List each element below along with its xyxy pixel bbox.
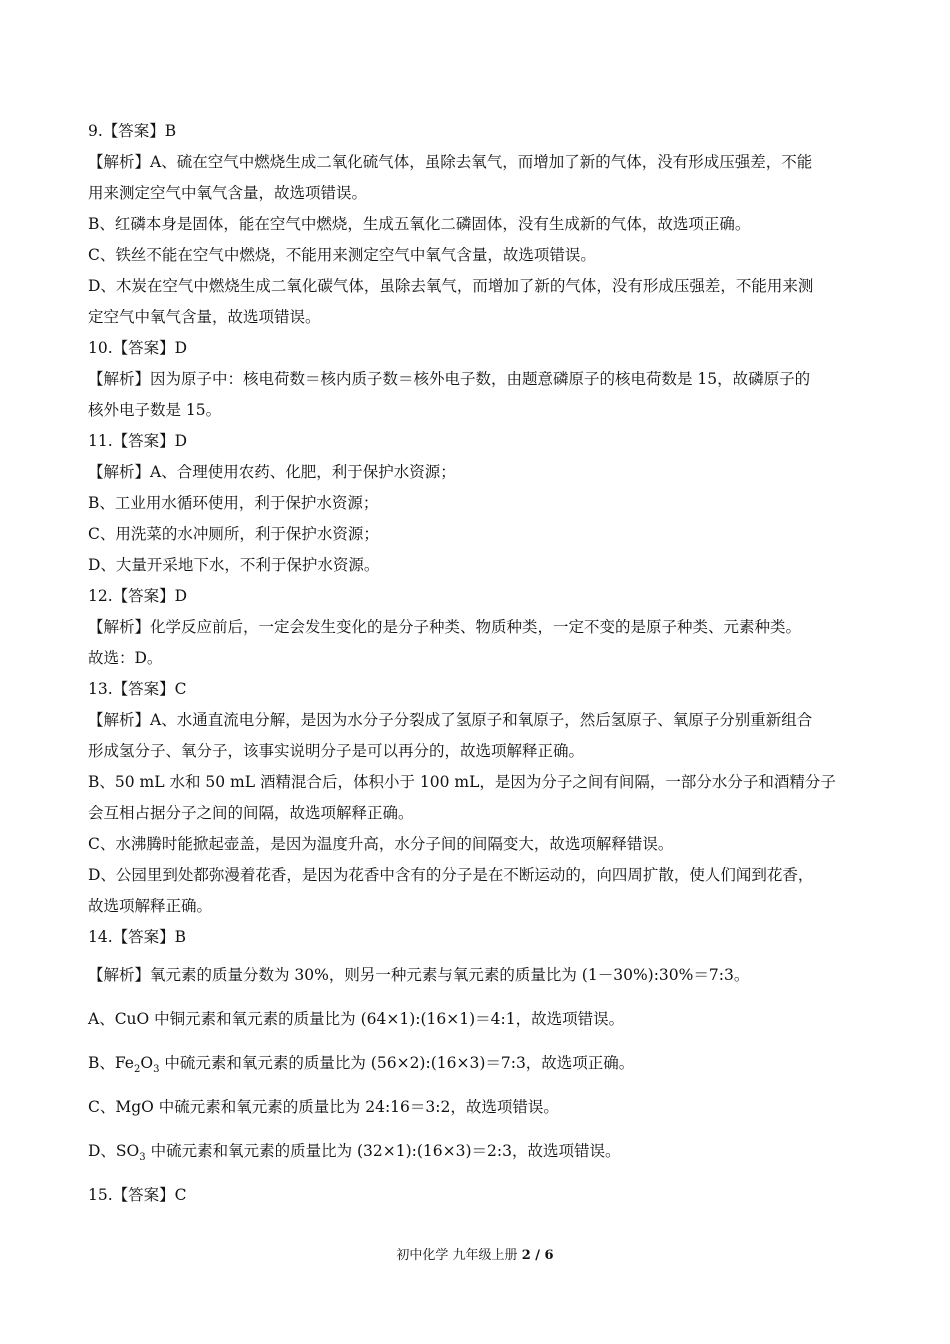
page-footer (0, 1244, 950, 1263)
explanation-text: B、50 mL 水和 50 mL 酒精混合后，体积小于 100 mL，是因为分子之间有间隔，一部分水分子和酒精分子 (88, 773, 836, 791)
answer-heading: 10.【答案】D (88, 339, 188, 357)
formula-text: B、Fe (88, 1054, 134, 1072)
explanation-text: B、工业用水循环使用，利于保护水资源； (88, 494, 379, 512)
explanation-text: 故选：D。 (88, 649, 163, 667)
explanation-text: 核外电子数是 15。 (88, 401, 222, 419)
formula-line: 【解析】氧元素的质量分数为 30%，则另一种元素与氧元素的质量比为 (1－30%):30%＝7:3。 (88, 966, 750, 984)
explanation-text: 会互相占据分子之间的间隔，故选项解释正确。 (88, 804, 414, 822)
answer-heading: 14.【答案】B (88, 928, 187, 946)
document-body (88, 116, 866, 1217)
explanation-text: C、铁丝不能在空气中燃烧，不能用来测定空气中氧气含量，故选项错误。 (88, 246, 596, 264)
answer-heading: 13.【答案】C (88, 680, 187, 698)
formula-text: D、SO (88, 1142, 140, 1160)
answer-heading: 12.【答案】D (88, 587, 188, 605)
answer-heading: 9.【答案】B (88, 122, 177, 140)
formula-line (88, 1041, 866, 1085)
explanation-text: D、木炭在空气中燃烧生成二氧化碳气体，虽除去氧气，而增加了新的气体，没有形成压强差，不能用来测 (88, 277, 814, 295)
formula-text: 中硫元素和氧元素的质量比为 (32×1):(16×3)＝2:3，故选项错误。 (145, 1142, 621, 1160)
footer-title: 初中化学 九年级上册 (396, 1248, 522, 1263)
answer-heading: 11.【答案】D (88, 432, 188, 450)
explanation-text: C、水沸腾时能掀起壶盖，是因为温度升高，水分子间的间隔变大，故选项解释错误。 (88, 835, 674, 853)
explanation-text: D、公园里到处都弥漫着花香，是因为花香中含有的分子是在不断运动的，向四周扩散，使人们闻到花香， (88, 866, 814, 884)
explanation-text: 【解析】A、硫在空气中燃烧生成二氧化硫气体，虽除去氧气，而增加了新的气体，没有形成压强差，不能 (88, 153, 813, 171)
formula-line (88, 1129, 866, 1173)
formula-line: C、MgO 中硫元素和氧元素的质量比为 24:16＝3:2，故选项错误。 (88, 1098, 559, 1116)
formula-text: 中硫元素和氧元素的质量比为 (56×2):(16×3)＝7:3，故选项正确。 (159, 1054, 635, 1072)
subscript: 2 (133, 1064, 141, 1076)
answer-heading: 15.【答案】C (88, 1186, 187, 1204)
explanation-text: 【解析】A、水通直流电分解，是因为水分子分裂成了氢原子和氧原子，然后氢原子、氧原子分别重新组合 (88, 711, 813, 729)
page-number: 2 / 6 (521, 1248, 554, 1263)
explanation-text: 用来测定空气中氧气含量，故选项错误。 (88, 184, 368, 202)
explanation-text: B、红磷本身是固体，能在空气中燃烧，生成五氧化二磷固体，没有生成新的气体，故选项正确。 (88, 215, 751, 233)
explanation-text: 【解析】因为原子中：核电荷数＝核内质子数＝核外电子数，由题意磷原子的核电荷数是 15，故磷原子的 (88, 370, 811, 388)
subscript: 3 (153, 1064, 160, 1076)
formula-line: A、CuO 中铜元素和氧元素的质量比为 (64×1):(16×1)＝4:1，故选项错误。 (88, 1010, 625, 1028)
explanation-text: 故选项解释正确。 (88, 897, 213, 915)
explanation-text: D、大量开采地下水，不利于保护水资源。 (88, 556, 380, 574)
explanation-text: 【解析】A、合理使用农药、化肥，利于保护水资源； (88, 463, 456, 481)
explanation-text: 定空气中氧气含量，故选项错误。 (88, 308, 321, 326)
explanation-text: 形成氢分子、氧分子，该事实说明分子是可以再分的，故选项解释正确。 (88, 742, 585, 760)
formula-text: O (140, 1054, 154, 1072)
explanation-text: C、用洗菜的水冲厕所，利于保护水资源； (88, 525, 379, 543)
explanation-text: 【解析】化学反应前后，一定会发生变化的是分子种类、物质种类，一定不变的是原子种类、元素种类。 (88, 618, 802, 636)
subscript: 3 (139, 1152, 146, 1164)
